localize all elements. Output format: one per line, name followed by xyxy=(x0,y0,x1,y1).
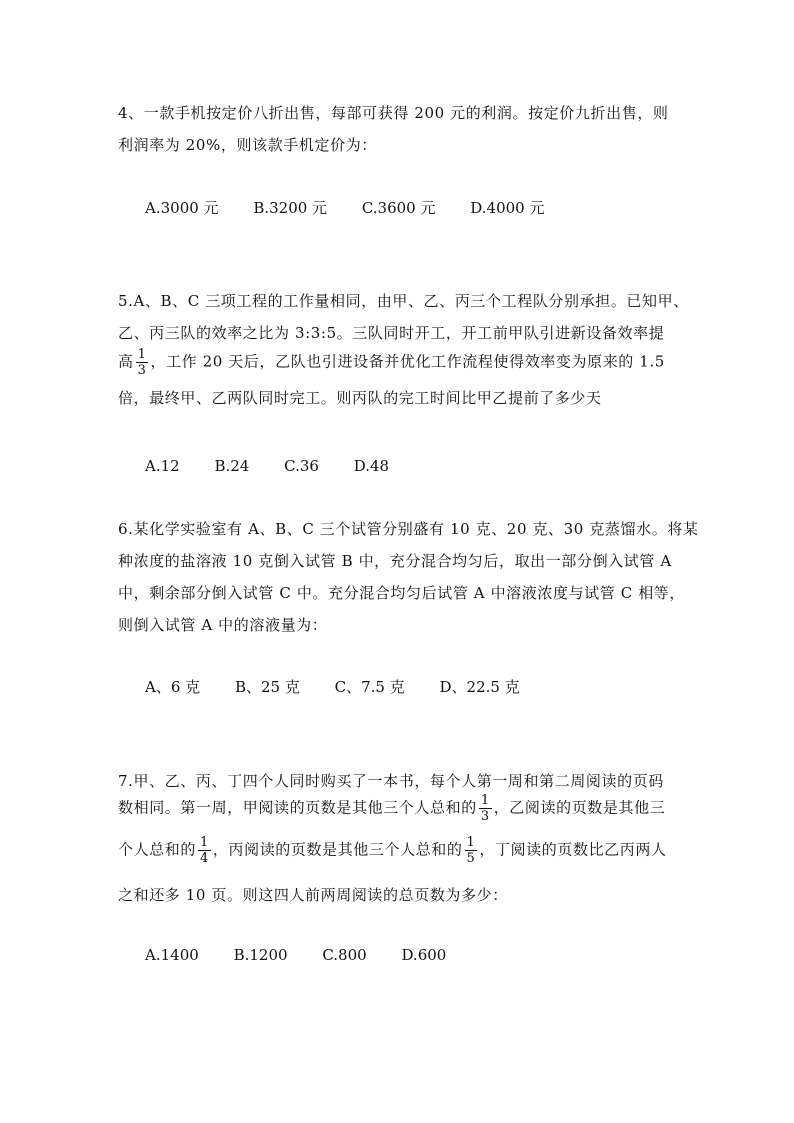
fraction-denominator: 4 xyxy=(200,851,209,866)
q7-line2-end: ，乙阅读的页数是其他三 xyxy=(493,798,666,817)
q6-text-line-3: 中，剩余部分倒入试管 C 中。充分混合均匀后试管 A 中溶液浓度与试管 C 相等， xyxy=(118,584,685,602)
q6-text-line-2: 种浓度的盐溶液 10 克倒入试管 B 中，充分混合均匀后，取出一部分倒入试管 A xyxy=(118,552,672,570)
q5-option-d: D.48 xyxy=(353,457,390,475)
q4-options xyxy=(145,197,574,218)
q5-options xyxy=(145,457,419,475)
q7-text-line-3 xyxy=(118,836,667,865)
q5-text-line-3 xyxy=(118,348,665,377)
q4-option-d: D.4000 元 xyxy=(470,199,545,217)
q5-text-line-4: 倍，最终甲、乙两队同时完工。则丙队的完工时间比甲乙提前了多少天 xyxy=(118,389,602,407)
q7-text-line-1: 7.甲、乙、丙、丁四个人同时购买了一本书，每个人第一周和第二周阅读的页码 xyxy=(118,772,664,790)
q6-text-line-4: 则倒入试管 A 中的溶液量为： xyxy=(118,616,328,634)
q7-option-a: A.1400 xyxy=(145,946,199,964)
q4-option-a: A.3000 元 xyxy=(145,199,219,217)
q7-line2-start: 数相同。第一周，甲阅读的页数是其他三个人总和的 xyxy=(118,798,477,817)
q7-text-line-2 xyxy=(118,794,665,823)
q4-text-line-2: 利润率为 20%，则该款手机定价为： xyxy=(118,136,377,154)
q4-option-c: C.3600 元 xyxy=(361,199,436,217)
q7-options xyxy=(145,946,476,964)
q6-option-d: D、22.5 克 xyxy=(439,678,520,696)
q5-text-line-2: 乙、丙三队的效率之比为 3:3:5。三队同时开工，开工前甲队引进新设备效率提 xyxy=(118,324,665,342)
q5-option-c: C.36 xyxy=(284,457,319,475)
fraction-numerator: 1 xyxy=(480,793,490,808)
q7-fraction-one-quarter xyxy=(198,836,211,865)
q6-option-a: A、6 克 xyxy=(145,678,201,696)
q4-option-b: B.3200 元 xyxy=(253,199,328,217)
q7-fraction-one-third xyxy=(479,794,492,823)
fraction-numerator: 1 xyxy=(137,347,147,362)
fraction-denominator: 3 xyxy=(137,363,147,378)
q7-option-d: D.600 xyxy=(401,946,447,964)
q6-option-c: C、7.5 克 xyxy=(334,678,405,696)
q6-text-line-1: 6.某化学实验室有 A、B、C 三个试管分别盛有 10 克、20 克、30 克蒸馏水。将某 xyxy=(118,520,699,538)
fraction-denominator: 5 xyxy=(466,851,476,866)
q5-option-a: A.12 xyxy=(145,457,180,475)
q5-line3-end: ，工作 20 天后，乙队也引进设备并优化工作流程使得效率变为原来的 1.5 xyxy=(150,352,665,371)
q7-line3-start: 个人总和的 xyxy=(118,840,197,859)
fraction-numerator: 1 xyxy=(466,835,476,850)
q5-text-line-1: 5.A、B、C 三项工程的工作量相同，由甲、乙、丙三个工程队分别承担。已知甲、 xyxy=(118,292,689,310)
q7-fraction-one-fifth xyxy=(465,836,478,865)
q7-option-b: B.1200 xyxy=(233,946,288,964)
q6-option-b: B、25 克 xyxy=(234,678,300,696)
q7-option-c: C.800 xyxy=(322,946,367,964)
q4-text-line-1: 4、一款手机按定价八折出售，每部可获得 200 元的利润。按定价九折出售，则 xyxy=(118,104,669,122)
fraction-numerator: 1 xyxy=(200,835,209,850)
q7-line3-end: ，丁阅读的页数比乙丙两人 xyxy=(479,840,667,859)
q5-line3-start: 高 xyxy=(118,352,134,371)
q7-text-line-4: 之和还多 10 页。则这四人前两周阅读的总页数为多少： xyxy=(118,886,508,904)
q5-fraction-one-third xyxy=(136,348,149,377)
q6-options xyxy=(145,676,550,697)
fraction-denominator: 3 xyxy=(480,809,490,824)
q7-line3-middle: ，丙阅读的页数是其他三个人总和的 xyxy=(212,840,463,859)
q5-option-b: B.24 xyxy=(214,457,250,475)
